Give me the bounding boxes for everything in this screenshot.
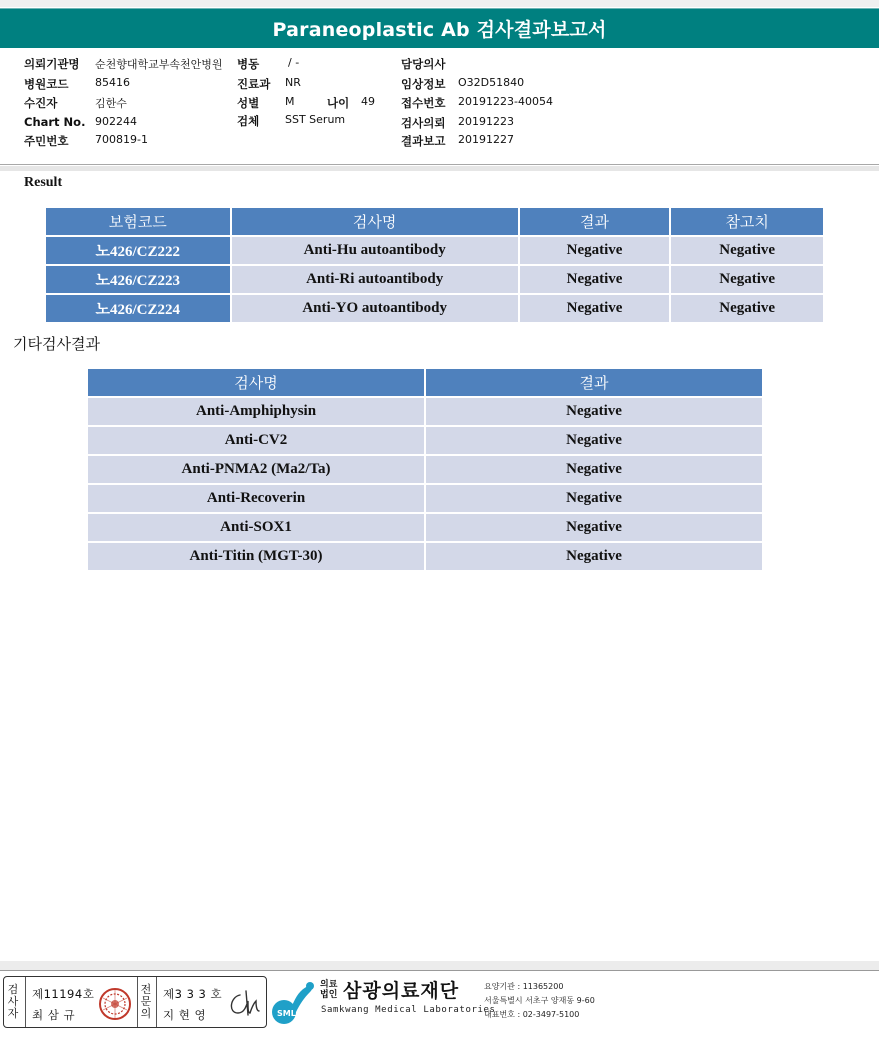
table-header-row — [87, 368, 763, 397]
insurance-code-cell: 노426/CZ223 — [45, 265, 231, 294]
reference-cell: Negative — [670, 236, 824, 265]
examiner-seal-icon — [97, 987, 133, 1021]
top-strip — [0, 0, 879, 7]
result-cell: Negative — [519, 236, 671, 265]
test-name-cell: Anti-PNMA2 (Ma2/Ta) — [87, 455, 425, 484]
info-label: 임상정보 — [401, 77, 446, 91]
info-label: 병동 — [237, 57, 260, 71]
info-label: 진료과 — [237, 77, 271, 91]
report-title: Paraneoplastic Ab 검사결과보고서 — [0, 8, 879, 48]
result-section-label: Result — [24, 175, 63, 190]
test-name-cell: Anti-CV2 — [87, 426, 425, 455]
specialist-label: 전 문 의 — [140, 983, 152, 1020]
examiner-license: 제11194호 — [32, 987, 95, 1001]
info-label: 병원코드 — [24, 77, 69, 91]
table-row — [87, 426, 763, 455]
sml-logo-icon — [270, 976, 318, 1026]
result-cell: Negative — [425, 542, 763, 571]
specialist-signature-icon — [226, 987, 264, 1019]
info-label: 주민번호 — [24, 134, 69, 148]
info-value: 20191223 — [458, 115, 514, 128]
specialist-license: 제3 3 3 호 — [163, 987, 223, 1001]
info-value: / - — [288, 56, 300, 69]
other-section-label: 기타검사결과 — [13, 335, 100, 353]
info-value: 85416 — [95, 76, 130, 89]
column-header: 참고치 — [670, 207, 824, 236]
result-cell: Negative — [425, 513, 763, 542]
test-name-cell: Anti-SOX1 — [87, 513, 425, 542]
result-table — [44, 206, 825, 324]
info-value: NR — [285, 76, 301, 89]
table-row — [87, 455, 763, 484]
result-cell: Negative — [425, 397, 763, 426]
divider — [0, 166, 879, 171]
column-header: 보험코드 — [45, 207, 231, 236]
test-name-cell: Anti-Amphiphysin — [87, 397, 425, 426]
table-row — [45, 294, 824, 323]
test-name-cell: Anti-Ri autoantibody — [231, 265, 519, 294]
logo-text: SML — [277, 1009, 296, 1018]
info-value: 20191223-40054 — [458, 95, 553, 108]
column-header: 결과 — [425, 368, 763, 397]
result-cell: Negative — [425, 484, 763, 513]
result-cell: Negative — [425, 426, 763, 455]
reference-cell: Negative — [670, 294, 824, 323]
signature-divider — [137, 977, 138, 1027]
info-value: 순천향대학교부속천안병원 — [95, 58, 223, 71]
column-header: 결과 — [519, 207, 671, 236]
org-phone: 대표번호 : 02-3497-5100 — [484, 1010, 580, 1019]
info-label: 접수번호 — [401, 96, 446, 110]
info-value: 김한수 — [95, 97, 127, 110]
info-label: 의뢰기관명 — [24, 57, 80, 71]
reference-cell: Negative — [670, 265, 824, 294]
table-row — [87, 542, 763, 571]
signature-divider — [25, 977, 26, 1027]
info-label: 검체 — [237, 114, 260, 128]
test-name-cell: Anti-Titin (MGT-30) — [87, 542, 425, 571]
table-header-row — [45, 207, 824, 236]
test-name-cell: Anti-YO autoantibody — [231, 294, 519, 323]
table-row — [87, 484, 763, 513]
divider — [0, 164, 879, 165]
column-header: 검사명 — [231, 207, 519, 236]
test-name-cell: Anti-Hu autoantibody — [231, 236, 519, 265]
table-row — [87, 513, 763, 542]
info-label: 검사의뢰 — [401, 116, 446, 130]
org-name: 삼광의료재단 — [343, 980, 460, 1002]
info-label: 담당의사 — [401, 57, 446, 71]
age-label: 나이 — [327, 96, 350, 110]
info-value: 902244 — [95, 115, 137, 128]
specialist-name: 지 현 영 — [163, 1008, 207, 1022]
info-value: M — [285, 95, 295, 108]
column-header: 검사명 — [87, 368, 425, 397]
other-results-table — [86, 367, 764, 572]
table-row — [45, 236, 824, 265]
info-value: 700819-1 — [95, 133, 148, 146]
footer-divider — [0, 970, 879, 971]
signature-box — [3, 976, 267, 1028]
insurance-code-cell: 노426/CZ224 — [45, 294, 231, 323]
info-label: Chart No. — [24, 115, 86, 129]
footer-divider — [0, 961, 879, 970]
patient-info — [0, 56, 879, 156]
table-row — [87, 397, 763, 426]
info-value: SST Serum — [285, 113, 346, 126]
info-value: 20191227 — [458, 133, 514, 146]
age-value: 49 — [361, 95, 375, 108]
insurance-code-cell: 노426/CZ222 — [45, 236, 231, 265]
org-address: 서울특별시 서초구 양재동 9-60 — [484, 996, 595, 1005]
table-row — [45, 265, 824, 294]
institution-code: 요양기관 : 11365200 — [484, 982, 564, 991]
org-english-name: Samkwang Medical Laboratories — [321, 1005, 496, 1015]
examiner-name: 최 삼 규 — [32, 1008, 76, 1022]
info-value: O32D51840 — [458, 76, 525, 89]
result-cell: Negative — [519, 294, 671, 323]
test-name-cell: Anti-Recoverin — [87, 484, 425, 513]
signature-divider — [156, 977, 157, 1027]
info-label: 성별 — [237, 96, 260, 110]
result-cell: Negative — [519, 265, 671, 294]
info-label: 수진자 — [24, 96, 58, 110]
info-label: 결과보고 — [401, 134, 446, 148]
examiner-label: 검 사 자 — [7, 983, 19, 1020]
org-type-label: 의료 법인 — [320, 980, 338, 1000]
result-cell: Negative — [425, 455, 763, 484]
